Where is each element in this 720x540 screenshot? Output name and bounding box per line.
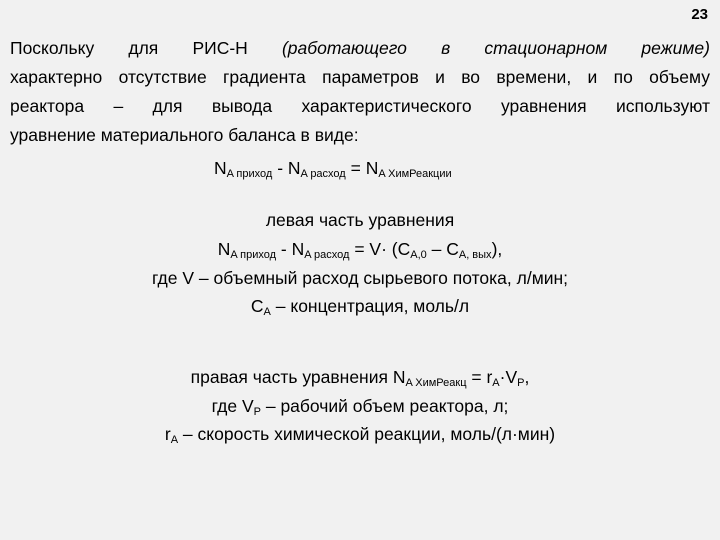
definition-vp: [0, 396, 720, 417]
text: где V: [211, 396, 254, 416]
definition-ra: [0, 424, 720, 445]
definition-v: где V – объемный расход сырьевого потока, л/мин;: [151, 268, 569, 288]
word-italic: в: [441, 38, 451, 58]
symbol-n: N: [291, 239, 305, 259]
subscript: A, вых: [458, 249, 492, 261]
left-side-formula: [0, 239, 720, 260]
definition-text: – рабочий объем реактора, л;: [260, 396, 509, 416]
symbol-n: N: [214, 158, 227, 178]
intro-paragraph: [10, 34, 710, 150]
symbol-c: C: [250, 296, 264, 316]
definition-text: – скорость химической реакции, моль/(л·мин): [178, 424, 556, 444]
text: правая часть уравнения N: [190, 367, 406, 387]
operator: = r: [466, 367, 493, 387]
definition-c: [0, 296, 720, 317]
subscript: A приход: [230, 249, 277, 261]
operator: -: [276, 239, 292, 259]
subscript: A,0: [410, 249, 427, 261]
subscript: A расход: [300, 168, 346, 180]
subscript: P: [253, 406, 261, 418]
operator: ·V: [499, 367, 518, 387]
paragraph-line-1: [10, 34, 710, 63]
subscript: A ХимРеакции: [378, 168, 452, 180]
page-number: 23: [691, 6, 708, 23]
operator: ),: [491, 239, 503, 259]
symbol-r: r: [164, 424, 171, 444]
paragraph-line-3: реактора – для вывода характеристического уравнения используют: [10, 96, 710, 116]
subscript: A: [263, 306, 271, 318]
word: РИС-Н: [192, 38, 248, 58]
subscript: P: [517, 377, 525, 389]
operator: -: [272, 158, 288, 178]
operator: =: [345, 158, 366, 178]
material-balance-formula: [214, 158, 452, 179]
right-side-formula: [0, 367, 720, 388]
word-italic: (работающего: [281, 38, 407, 58]
subscript: A ХимРеакц: [405, 377, 467, 389]
word-italic: стационарном: [484, 38, 608, 58]
operator: ,: [524, 367, 530, 387]
subscript: A приход: [226, 168, 273, 180]
subscript: A: [492, 377, 500, 389]
paragraph-line-4: уравнение материального баланса в виде:: [10, 125, 359, 145]
word-italic: режиме): [641, 38, 710, 58]
paragraph-line-2: характерно отсутствие градиента параметров и во времени, и по объему: [10, 67, 710, 87]
word: Поскольку: [10, 38, 95, 58]
subscript: A: [170, 434, 179, 446]
subscript: A расход: [304, 249, 350, 261]
symbol-n: N: [287, 158, 301, 178]
left-side-heading: левая часть уравнения: [265, 210, 455, 230]
word: для: [128, 38, 159, 58]
definition-text: – концентрация, моль/л: [270, 296, 470, 316]
operator: = V· (C: [349, 239, 411, 259]
symbol-n: N: [217, 239, 231, 259]
operator: – C: [426, 239, 459, 259]
symbol-n: N: [365, 158, 379, 178]
